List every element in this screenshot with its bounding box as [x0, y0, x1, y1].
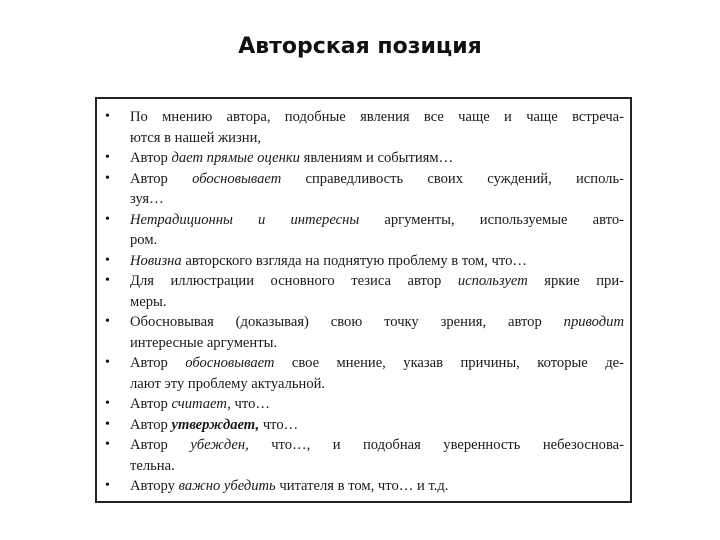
list-item-line [130, 435, 624, 456]
text-segment: Для иллюстрации основного тезиса автор [130, 273, 458, 289]
list-item [97, 148, 630, 169]
text-segment: аргументы, используемые авто- [359, 211, 624, 228]
bullet-icon: • [105, 314, 110, 329]
text-segment: считает, [171, 396, 231, 412]
bullet-icon: • [105, 416, 110, 432]
text-segment: ются в нашей жизни, [130, 129, 262, 146]
text-segment: тельна. [130, 457, 175, 474]
text-segment: свое мнение, указав причины, которые де- [274, 355, 624, 371]
text-segment: что…, и подобная уверенность небезоснова- [248, 437, 625, 453]
bullet-icon: • [105, 355, 110, 370]
list-item [97, 271, 630, 312]
text-segment: что… [230, 396, 270, 412]
list-item-line [130, 374, 624, 395]
list-item-line [130, 128, 624, 149]
text-segment: лают эту проблему актуальной. [130, 375, 326, 392]
text-segment: авторского взгляда на поднятую проблему в том, что… [181, 252, 527, 269]
text-segment: приводит [563, 314, 624, 330]
list-item-line [130, 292, 624, 313]
bullet-icon: • [105, 478, 110, 493]
list-item [97, 312, 630, 353]
text-segment: Автор [130, 355, 186, 371]
list-item-line [130, 148, 624, 169]
bullet-icon: • [105, 273, 110, 288]
text-segment: справедливость своих суждений, исполь- [281, 170, 624, 187]
text-segment: Обосновывая (доказывая) свою точку зрения, автор [130, 314, 564, 330]
text-segment: что… [259, 416, 299, 433]
page-title: Авторская позиция [238, 34, 482, 59]
list-item-line [130, 230, 624, 251]
list-item-line [130, 415, 624, 436]
list-item-line [130, 189, 624, 210]
bullet-icon: • [105, 396, 110, 411]
text-segment: Автор [130, 150, 172, 166]
text-segment: обосновывает [185, 355, 275, 371]
list-item-line [130, 107, 624, 128]
list-item-line [130, 394, 624, 415]
list-item [97, 435, 630, 476]
text-box [95, 97, 632, 503]
text-segment: Нетрадиционны и интересны [130, 211, 360, 228]
list-item [97, 476, 630, 497]
text-segment: яркие при- [527, 273, 624, 289]
text-segment: Автор [130, 416, 172, 433]
text-segment: важно убедить [178, 478, 276, 494]
text-segment: зуя… [130, 191, 164, 207]
text-segment: использует [457, 273, 528, 289]
list-item-line [130, 251, 624, 272]
text-segment: дает прямые оценки [171, 150, 300, 166]
text-segment: ром. [130, 232, 158, 248]
list-item-line [130, 210, 624, 231]
text-segment: интересные аргументы. [130, 334, 278, 351]
text-segment: обосновывает [192, 170, 282, 187]
text-segment: Автор [130, 396, 172, 412]
text-segment: явлениям и событиям… [299, 150, 454, 166]
bullet-list [97, 107, 630, 497]
text-segment: меры. [130, 293, 167, 310]
list-item-line [130, 476, 624, 497]
list-item [97, 210, 630, 251]
list-item-line [130, 456, 624, 477]
list-item [97, 169, 630, 210]
list-item-line [130, 312, 624, 333]
text-segment: читателя в том, что… и т.д. [275, 478, 449, 494]
bullet-icon: • [105, 211, 110, 227]
list-item [97, 353, 630, 394]
text-segment: По мнению автора, подобные явления все чаще и чаще встреча- [130, 109, 624, 125]
list-item-line [130, 271, 624, 292]
text-segment: утверждает, [171, 416, 260, 433]
list-item-line [130, 333, 624, 354]
list-item [97, 415, 630, 436]
list-item-line [130, 353, 624, 374]
list-item [97, 394, 630, 415]
bullet-icon: • [105, 109, 110, 124]
text-segment: Автор [130, 170, 193, 187]
bullet-icon: • [105, 170, 110, 186]
list-item [97, 107, 630, 148]
text-segment: Автор [130, 437, 191, 453]
text-segment: убежден, [190, 437, 249, 453]
text-segment: Автору [130, 478, 179, 494]
list-item-line [130, 169, 624, 190]
text-segment: Новизна [130, 252, 182, 269]
bullet-icon: • [105, 437, 110, 452]
bullet-icon: • [105, 252, 110, 268]
list-item [97, 251, 630, 272]
bullet-icon: • [105, 150, 110, 165]
